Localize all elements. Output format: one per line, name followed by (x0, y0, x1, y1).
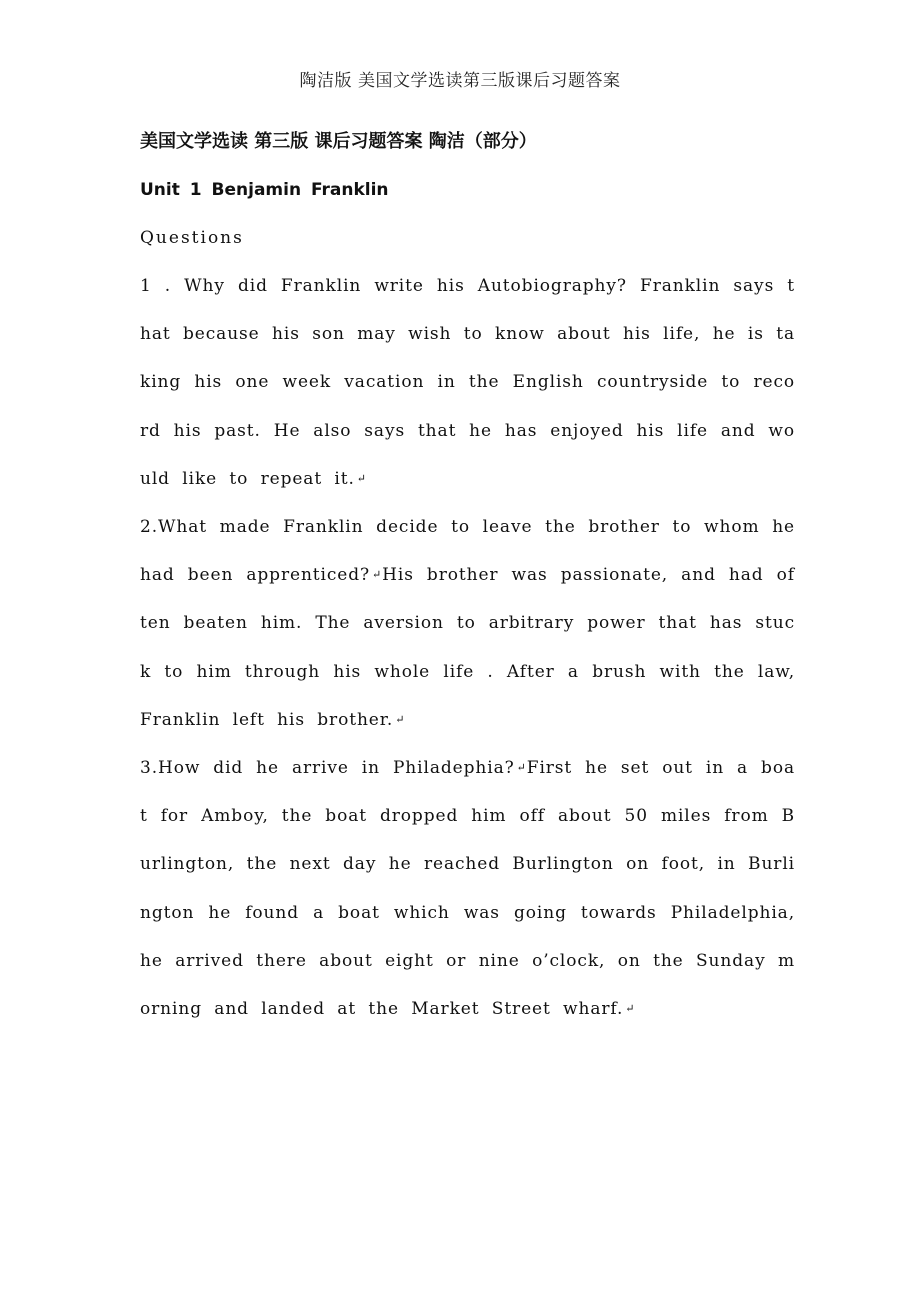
answer-text: Franklin says that because his son may wish to know about his life, he is taking his one week vacation in the English countryside to record his past. He also says that he has enjoyed his life and would like to repeat it. (140, 276, 795, 489)
document-body (140, 118, 795, 1033)
paragraph-mark-icon: ↵ (625, 1002, 636, 1016)
question-text: 2.What made Franklin decide to leave the brother to whom he had been apprenticed? (140, 517, 795, 586)
unit-title: Unit 1 Benjamin Franklin (140, 180, 389, 200)
section-label: Questions (140, 228, 244, 248)
qa-item-3 (140, 744, 795, 1033)
question-text: 3.How did he arrive in Philadephia? (140, 758, 515, 779)
question-text: 1 . Why did Franklin write his Autobiography? (140, 276, 627, 296)
paragraph-mark-icon: ↵ (372, 568, 383, 582)
document-title: 美国文学选读 第三版 课后习题答案 陶洁（部分） (140, 131, 537, 152)
qa-item-2 (140, 503, 795, 744)
answer-text: His brother was passionate, and had often beaten him. The aversion to arbitrary power that has stuck to him through his whole life . After a brush with the law, Franklin left his brother. (140, 565, 795, 730)
paragraph-mark-icon: ↵ (356, 471, 367, 485)
paragraph-mark-icon: ↵ (516, 761, 527, 775)
qa-item-1 (140, 262, 795, 503)
answer-text: First he set out in a boat for Amboy, the boat dropped him off about 50 miles from Burlington, the next day he reached Burlington on foot, in Burlington he found a boat which was going towards Philadelphia, he arrived there about eight or nine o’clock, on the Sunday morning and landed at the Market Street wharf. (140, 758, 795, 1020)
running-header: 陶洁版 美国文学选读第三版课后习题答案 (299, 71, 621, 91)
paragraph-mark-icon: ↵ (395, 712, 406, 726)
